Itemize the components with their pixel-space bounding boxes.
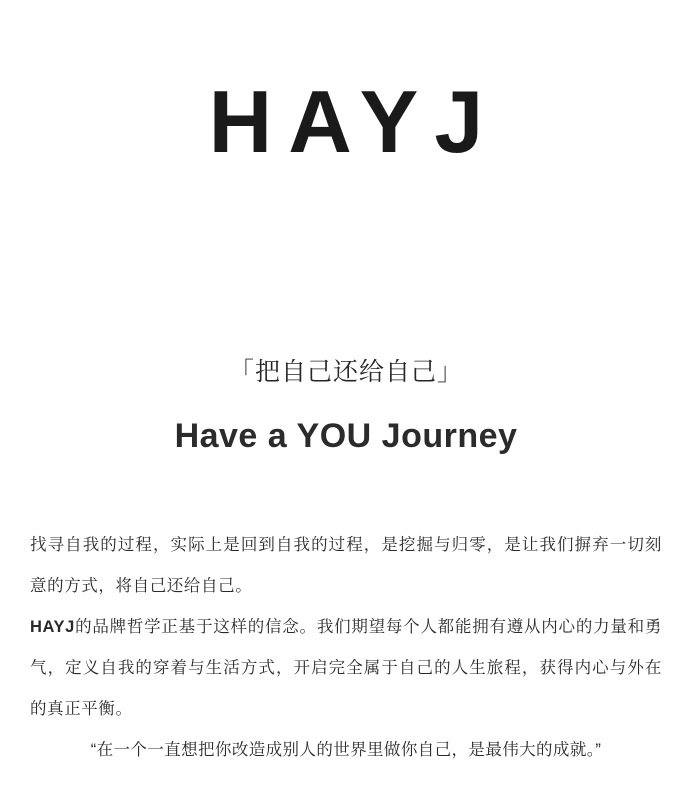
tagline-english: Have a YOU Journey: [174, 417, 518, 455]
paragraph-two-text: 的品牌哲学正基于这样的信念。我们期望每个人都能拥有遵从内心的力量和勇气，定义自我的穿着与生活方式，开启完全属于自己的人生旅程，获得内心与外在的真正平衡。: [30, 618, 662, 718]
tagline-chinese: 「把自己还给自己」: [228, 358, 463, 386]
body-copy: [30, 525, 662, 771]
paragraph-one: 找寻自我的过程，实际上是回到自我的过程，是挖掘与归零，是让我们摒弃一切刻意的方式，将自己还给自己。: [30, 536, 662, 595]
brand-name-inline: HAYJ: [30, 618, 75, 636]
brand-logo-wordmark: HAYJ: [208, 72, 500, 171]
paragraph-two: [30, 607, 662, 730]
pull-quote: “在一个一直想把你改造成别人的世界里做你自己，是最伟大的成就。”: [90, 741, 602, 759]
